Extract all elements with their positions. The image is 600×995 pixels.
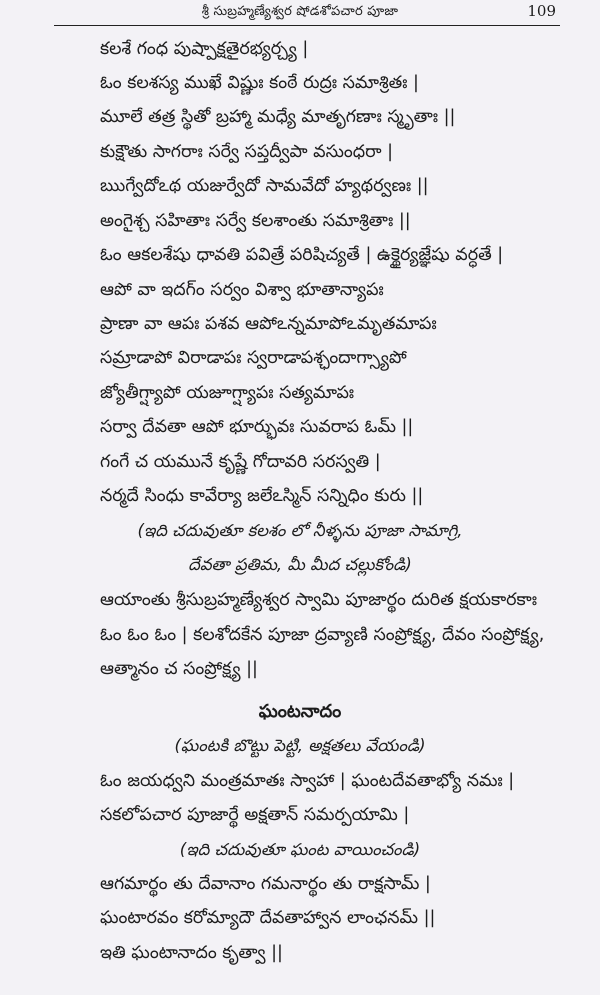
verse-line: ప్రాణా వా ఆపః పశవ ఆపోఽన్నమాపోఽమృతమాపః <box>100 314 437 334</box>
verse-line: ఓం ఓం ఓం | కలశోదకేన పూజా ద్రవ్యాణి సంప్రోక్ష్య, దేవం సంప్రోక్ష్య, <box>100 625 545 645</box>
section-heading: ఘంటనాదం <box>258 701 342 722</box>
verse-line: ఆగమార్థం తు దేవానాం గమనార్థం తు రాక్షసామ్ | <box>100 874 431 894</box>
verse-line: ఆత్మానం చ సంప్రోక్ష్య || <box>100 659 258 679</box>
verse-line: అంగైశ్చ సహితాః సర్వే కలశాంతు సమాశ్రితాః || <box>100 211 411 231</box>
verse-line: ఓం జయధ్వని మంత్రమాతః స్వాహా | ఘంటదేవతాభ్యో నమః | <box>100 771 515 791</box>
verse-line: ఇతి ఘంటానాదం కృత్వా || <box>100 943 283 963</box>
verse-line: సర్వా దేవతా ఆపో భూర్భువః సువరాప ఓమ్ || <box>100 417 414 437</box>
instruction-note: (ఇది చదువుతూ ఘంట వాయించండి) <box>179 840 421 859</box>
verse-line: కలశే గంధ పుష్పాక్షతైరభ్యర్చ్య | <box>100 39 309 59</box>
verse-line: ఋగ్వేదోఽథ యజుర్వేదో సామవేదో హ్యథర్వణః || <box>100 176 429 196</box>
verse-line: గంగే చ యమునే కృష్ణే గోదావరి సరస్వతి | <box>100 452 381 472</box>
verse-line: ఓం ఆకలశేషు ధావతి పవిత్రే పరిషిచ్యతే | ఉక్థైర్యజ్ఞేషు వర్ధతే | <box>100 245 504 265</box>
page-header <box>0 0 600 30</box>
verse-line: నర్మదే సింధు కావేర్యా జలేఽస్మిన్ సన్నిధిం కురు || <box>100 486 424 506</box>
verse-line: ఆయాంతు శ్రీసుబ్రహ్మణ్యేశ్వర స్వామి పూజార్థం దురిత క్షయకారకాః <box>100 590 538 610</box>
verse-line: జ్యోతీగ్ష్యాపో యజూగ్ష్యాపః సత్యమాపః <box>100 383 355 403</box>
verse-line: సకలోపచార పూజార్థే అక్షతాన్ సమర్పయామి | <box>100 805 410 825</box>
verse-line: ఘంటారవం కరోమ్యాదౌ దేవతాహ్వాన లాంఛనమ్ || <box>100 908 436 928</box>
verse-line: కుక్షౌతు సాగరాః సర్వే సప్తద్వీపా వసుంధరా | <box>100 142 394 162</box>
running-title: శ్రీ సుబ్రహ్మణ్యేశ్వర షోడశోపచార పూజా <box>201 4 399 19</box>
header-rule <box>54 25 560 26</box>
verse-line: మూలే తత్ర స్థితో బ్రహ్మా మధ్యే మాతృగణాః స్మృతాః || <box>100 107 456 127</box>
instruction-note: దేవతా ప్రతిమ, మీ మీద చల్లుకోండి) <box>188 555 412 574</box>
verse-line: ఆపో వా ఇదగ్ం సర్వం విశ్వా భూతాన్యాపః <box>100 280 384 300</box>
instruction-note: (ఘంటకి బొట్టు పెట్టి, అక్షతలు వేయండి) <box>174 736 426 755</box>
page-number: 109 <box>527 2 556 20</box>
verse-line: ఓం కలశస్య ముఖే విష్ణుః కంఠే రుద్రః సమాశ్రితః | <box>100 73 419 93</box>
verse-line: సమ్రాడాపో విరాడాపః స్వరాడాపశ్ఛందాగ్స్యాపో <box>100 348 407 368</box>
instruction-note: (ఇది చదువుతూ కలశం లో నీళ్ళను పూజా సామాగ్రి, <box>137 521 463 540</box>
